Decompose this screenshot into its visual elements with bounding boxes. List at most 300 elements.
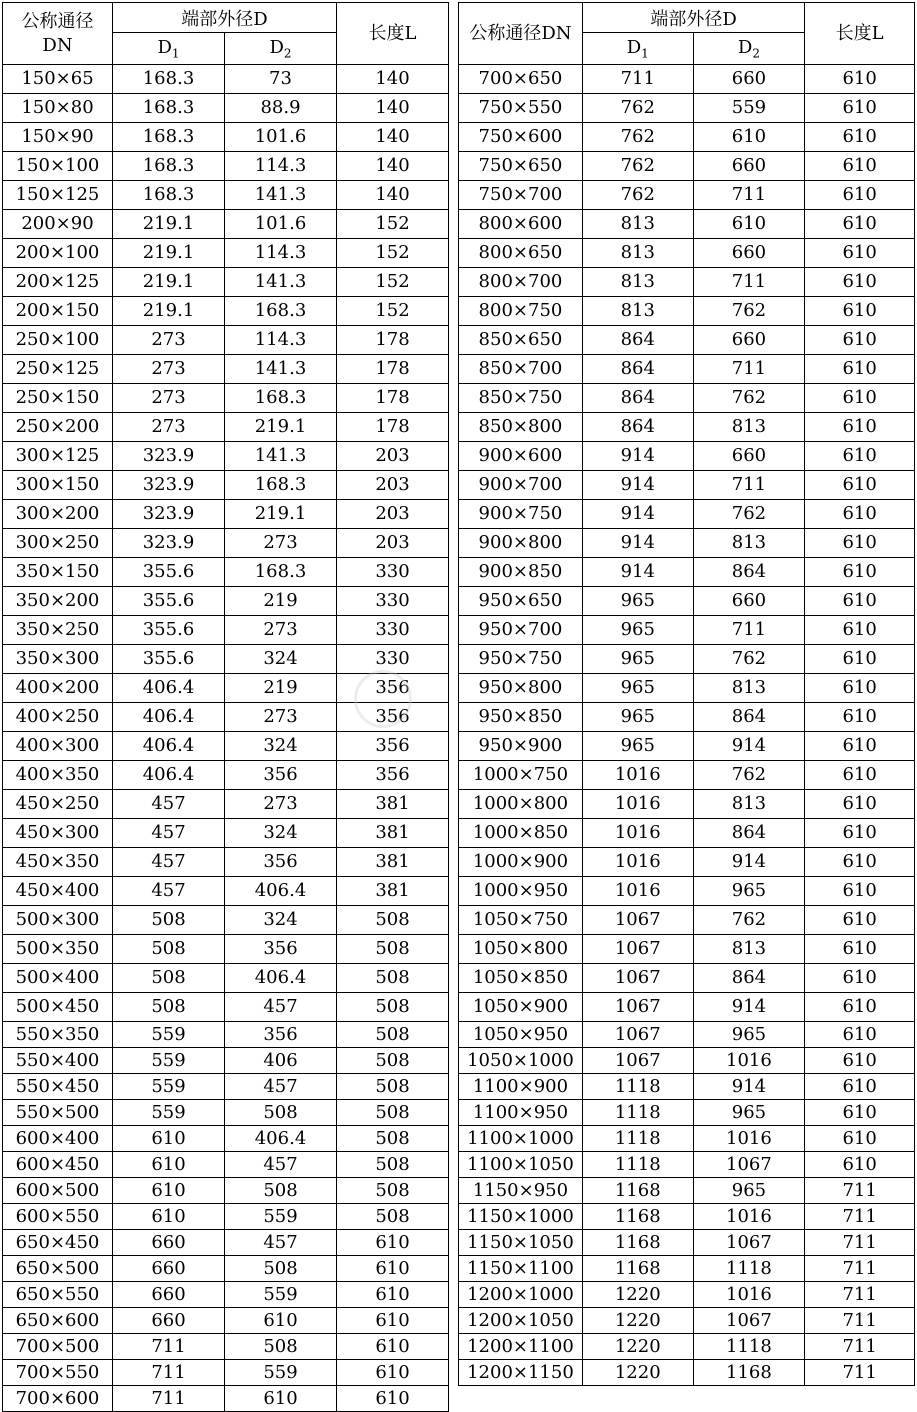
- cell-d1: 355.6: [113, 645, 225, 674]
- cell-d1: 813: [582, 268, 693, 297]
- cell-d1: 559: [113, 1022, 225, 1048]
- cell-d1: 813: [582, 210, 693, 239]
- cell-d2: 168.3: [225, 297, 337, 326]
- cell-length: 610: [805, 413, 915, 442]
- cell-length: 610: [805, 210, 915, 239]
- cell-d1: 762: [582, 181, 693, 210]
- table-row: [3, 906, 449, 935]
- cell-d1: 660: [113, 1308, 225, 1334]
- cell-length: 610: [805, 297, 915, 326]
- cell-d1: 1016: [582, 819, 693, 848]
- cell-length: 610: [805, 65, 915, 94]
- cell-d2: 324: [225, 906, 337, 935]
- cell-dn: 300×250: [3, 529, 113, 558]
- right-table-body: [459, 65, 915, 1386]
- header-d1-sub: 1: [171, 46, 180, 61]
- table-row: [3, 413, 449, 442]
- cell-dn: 500×300: [3, 906, 113, 935]
- cell-d2: 711: [693, 616, 805, 645]
- cell-length: 330: [337, 645, 449, 674]
- cell-dn: 150×90: [3, 123, 113, 152]
- cell-d2: 660: [693, 239, 805, 268]
- table-row: [459, 471, 915, 500]
- table-row: [3, 1048, 449, 1074]
- cell-d2: 273: [225, 529, 337, 558]
- cell-d2: 1067: [693, 1230, 805, 1256]
- cell-length: 610: [805, 152, 915, 181]
- cell-dn: 1150×1000: [459, 1204, 583, 1230]
- cell-dn: 950×750: [459, 645, 583, 674]
- cell-dn: 1050×750: [459, 906, 583, 935]
- cell-d1: 168.3: [113, 65, 225, 94]
- cell-length: 508: [337, 935, 449, 964]
- table-row: [3, 935, 449, 964]
- cell-dn: 1200×1100: [459, 1334, 583, 1360]
- cell-length: 610: [805, 558, 915, 587]
- cell-length: 711: [805, 1360, 915, 1386]
- cell-dn: 550×450: [3, 1074, 113, 1100]
- cell-dn: 850×650: [459, 326, 583, 355]
- table-row: [459, 413, 915, 442]
- header-nominal-dn: [3, 3, 113, 65]
- table-row: [459, 1334, 915, 1360]
- cell-dn: 1050×900: [459, 993, 583, 1022]
- cell-length: 178: [337, 413, 449, 442]
- cell-d1: 323.9: [113, 529, 225, 558]
- cell-length: 508: [337, 1178, 449, 1204]
- cell-length: 610: [337, 1308, 449, 1334]
- cell-d2: 914: [693, 848, 805, 877]
- cell-d2: 610: [693, 210, 805, 239]
- cell-d2: 762: [693, 500, 805, 529]
- table-row: [459, 442, 915, 471]
- table-row: [3, 442, 449, 471]
- cell-d2: 1067: [693, 1152, 805, 1178]
- cell-d1: 914: [582, 471, 693, 500]
- cell-d1: 1067: [582, 906, 693, 935]
- cell-dn: 850×750: [459, 384, 583, 413]
- table-row: [459, 703, 915, 732]
- cell-d2: 762: [693, 297, 805, 326]
- cell-d1: 660: [113, 1282, 225, 1308]
- cell-d2: 914: [693, 1074, 805, 1100]
- cell-dn: 1000×800: [459, 790, 583, 819]
- cell-d1: 610: [113, 1126, 225, 1152]
- cell-dn: 1150×1100: [459, 1256, 583, 1282]
- table-row: [459, 1126, 915, 1152]
- cell-length: 610: [805, 1022, 915, 1048]
- cell-d1: 914: [582, 500, 693, 529]
- cell-d1: 1016: [582, 790, 693, 819]
- cell-d2: 406.4: [225, 1126, 337, 1152]
- cell-length: 356: [337, 674, 449, 703]
- cell-d2: 273: [225, 790, 337, 819]
- cell-dn: 350×150: [3, 558, 113, 587]
- cell-d1: 965: [582, 703, 693, 732]
- cell-d2: 273: [225, 703, 337, 732]
- cell-d1: 711: [582, 65, 693, 94]
- cell-length: 152: [337, 268, 449, 297]
- cell-length: 711: [805, 1178, 915, 1204]
- cell-d1: 711: [113, 1360, 225, 1386]
- cell-d1: 406.4: [113, 674, 225, 703]
- cell-dn: 250×100: [3, 326, 113, 355]
- table-row: [3, 1230, 449, 1256]
- cell-dn: 1100×1000: [459, 1126, 583, 1152]
- cell-dn: 1000×950: [459, 877, 583, 906]
- cell-dn: 350×200: [3, 587, 113, 616]
- cell-length: 610: [805, 616, 915, 645]
- table-row: [459, 1230, 915, 1256]
- cell-d1: 965: [582, 645, 693, 674]
- cell-length: 381: [337, 819, 449, 848]
- table-row: [3, 1360, 449, 1386]
- cell-dn: 750×700: [459, 181, 583, 210]
- cell-d2: 762: [693, 906, 805, 935]
- cell-d1: 559: [113, 1074, 225, 1100]
- cell-length: 610: [805, 1074, 915, 1100]
- cell-dn: 450×400: [3, 877, 113, 906]
- table-row: [3, 1100, 449, 1126]
- cell-dn: 300×200: [3, 500, 113, 529]
- cell-length: 711: [805, 1256, 915, 1282]
- cell-d2: 168.3: [225, 384, 337, 413]
- cell-dn: 950×850: [459, 703, 583, 732]
- cell-length: 610: [805, 993, 915, 1022]
- cell-length: 508: [337, 1204, 449, 1230]
- table-row: [3, 239, 449, 268]
- cell-dn: 800×650: [459, 239, 583, 268]
- cell-length: 610: [805, 471, 915, 500]
- cell-d2: 660: [693, 326, 805, 355]
- cell-dn: 700×500: [3, 1334, 113, 1360]
- left-table-body: [3, 65, 449, 1412]
- cell-d2: 914: [693, 732, 805, 761]
- cell-d1: 406.4: [113, 732, 225, 761]
- header-d1-letter-right: D: [626, 36, 642, 58]
- cell-length: 610: [337, 1282, 449, 1308]
- cell-dn: 900×850: [459, 558, 583, 587]
- cell-d2: 356: [225, 761, 337, 790]
- cell-length: 610: [805, 645, 915, 674]
- cell-d1: 1067: [582, 935, 693, 964]
- cell-dn: 700×600: [3, 1386, 113, 1412]
- cell-dn: 200×125: [3, 268, 113, 297]
- table-row: [459, 1074, 915, 1100]
- cell-d2: 508: [225, 1178, 337, 1204]
- cell-dn: 950×650: [459, 587, 583, 616]
- cell-d2: 1168: [693, 1360, 805, 1386]
- cell-length: 330: [337, 616, 449, 645]
- cell-d1: 219.1: [113, 239, 225, 268]
- cell-d1: 508: [113, 906, 225, 935]
- table-row: [3, 1022, 449, 1048]
- cell-d2: 965: [693, 1022, 805, 1048]
- cell-d2: 559: [693, 94, 805, 123]
- header-d1-sub-right: 1: [641, 46, 649, 61]
- cell-d1: 1220: [582, 1334, 693, 1360]
- cell-d2: 324: [225, 732, 337, 761]
- cell-dn: 550×500: [3, 1100, 113, 1126]
- cell-d1: 1067: [582, 1048, 693, 1074]
- cell-length: 610: [805, 1100, 915, 1126]
- cell-dn: 950×900: [459, 732, 583, 761]
- cell-d2: 356: [225, 1022, 337, 1048]
- cell-d1: 323.9: [113, 471, 225, 500]
- header-d2: [225, 33, 337, 65]
- cell-d1: 914: [582, 442, 693, 471]
- table-row: [459, 732, 915, 761]
- cell-d2: 406.4: [225, 964, 337, 993]
- left-dimension-table: [2, 2, 449, 1412]
- cell-d2: 1016: [693, 1048, 805, 1074]
- cell-d2: 559: [225, 1204, 337, 1230]
- cell-d2: 1118: [693, 1334, 805, 1360]
- cell-d1: 711: [113, 1334, 225, 1360]
- cell-d1: 457: [113, 848, 225, 877]
- cell-dn: 850×800: [459, 413, 583, 442]
- cell-d2: 356: [225, 935, 337, 964]
- cell-d1: 762: [582, 152, 693, 181]
- table-row: [459, 1048, 915, 1074]
- cell-dn: 450×250: [3, 790, 113, 819]
- cell-length: 610: [805, 964, 915, 993]
- table-row: [3, 1386, 449, 1412]
- cell-d2: 864: [693, 964, 805, 993]
- cell-d2: 864: [693, 703, 805, 732]
- cell-length: 711: [805, 1308, 915, 1334]
- cell-dn: 300×150: [3, 471, 113, 500]
- table-row: [459, 645, 915, 674]
- cell-d1: 508: [113, 964, 225, 993]
- table-row: [3, 384, 449, 413]
- cell-d1: 355.6: [113, 616, 225, 645]
- right-dimension-table: [458, 2, 915, 1386]
- cell-d2: 114.3: [225, 239, 337, 268]
- table-row: [459, 790, 915, 819]
- table-row: [459, 674, 915, 703]
- table-row: [459, 1308, 915, 1334]
- cell-length: 381: [337, 790, 449, 819]
- cell-d2: 508: [225, 1334, 337, 1360]
- cell-length: 610: [337, 1334, 449, 1360]
- cell-d2: 1016: [693, 1282, 805, 1308]
- cell-d1: 1168: [582, 1178, 693, 1204]
- cell-d1: 1220: [582, 1308, 693, 1334]
- cell-dn: 250×200: [3, 413, 113, 442]
- cell-length: 610: [337, 1256, 449, 1282]
- cell-d2: 141.3: [225, 355, 337, 384]
- cell-d1: 168.3: [113, 152, 225, 181]
- cell-length: 711: [805, 1334, 915, 1360]
- cell-d1: 864: [582, 413, 693, 442]
- cell-dn: 1000×750: [459, 761, 583, 790]
- table-row: [3, 790, 449, 819]
- table-row: [3, 181, 449, 210]
- cell-length: 610: [805, 935, 915, 964]
- cell-d2: 864: [693, 819, 805, 848]
- cell-d2: 457: [225, 1074, 337, 1100]
- cell-dn: 1100×1050: [459, 1152, 583, 1178]
- cell-d1: 273: [113, 413, 225, 442]
- cell-d2: 1067: [693, 1308, 805, 1334]
- cell-length: 330: [337, 587, 449, 616]
- table-row: [3, 1204, 449, 1230]
- table-row: [459, 268, 915, 297]
- table-row: [459, 761, 915, 790]
- table-row: [459, 384, 915, 413]
- cell-d1: 508: [113, 993, 225, 1022]
- cell-dn: 600×550: [3, 1204, 113, 1230]
- cell-length: 356: [337, 703, 449, 732]
- cell-length: 508: [337, 1074, 449, 1100]
- cell-length: 610: [805, 268, 915, 297]
- table-row: [3, 471, 449, 500]
- cell-d2: 610: [693, 123, 805, 152]
- cell-dn: 200×90: [3, 210, 113, 239]
- table-row: [3, 152, 449, 181]
- table-row: [459, 500, 915, 529]
- cell-d1: 273: [113, 326, 225, 355]
- cell-d1: 660: [113, 1256, 225, 1282]
- table-row: [459, 529, 915, 558]
- cell-d2: 1016: [693, 1126, 805, 1152]
- cell-length: 140: [337, 181, 449, 210]
- table-row: [3, 674, 449, 703]
- cell-length: 140: [337, 94, 449, 123]
- table-row: [3, 268, 449, 297]
- cell-length: 610: [805, 94, 915, 123]
- cell-length: 610: [805, 1048, 915, 1074]
- cell-d1: 1118: [582, 1074, 693, 1100]
- cell-dn: 900×700: [459, 471, 583, 500]
- cell-d1: 457: [113, 877, 225, 906]
- cell-d2: 660: [693, 152, 805, 181]
- cell-d2: 711: [693, 471, 805, 500]
- cell-dn: 1050×800: [459, 935, 583, 964]
- cell-dn: 750×600: [459, 123, 583, 152]
- table-row: [3, 761, 449, 790]
- cell-length: 381: [337, 877, 449, 906]
- table-row: [3, 210, 449, 239]
- cell-dn: 1000×850: [459, 819, 583, 848]
- table-row: [459, 1100, 915, 1126]
- table-row: [459, 848, 915, 877]
- cell-d2: 457: [225, 1230, 337, 1256]
- table-row: [3, 65, 449, 94]
- table-row: [459, 616, 915, 645]
- cell-length: 610: [805, 442, 915, 471]
- cell-dn: 650×600: [3, 1308, 113, 1334]
- cell-d1: 406.4: [113, 761, 225, 790]
- cell-d1: 1067: [582, 1022, 693, 1048]
- cell-d1: 610: [113, 1204, 225, 1230]
- table-row: [3, 1282, 449, 1308]
- table-row: [3, 616, 449, 645]
- cell-dn: 450×350: [3, 848, 113, 877]
- table-row: [3, 848, 449, 877]
- cell-d1: 323.9: [113, 442, 225, 471]
- cell-d1: 610: [113, 1152, 225, 1178]
- table-row: [459, 906, 915, 935]
- table-row: [459, 1178, 915, 1204]
- cell-dn: 250×125: [3, 355, 113, 384]
- table-row: [459, 877, 915, 906]
- table-row: [3, 819, 449, 848]
- cell-dn: 600×400: [3, 1126, 113, 1152]
- table-row: [459, 152, 915, 181]
- cell-d2: 559: [225, 1282, 337, 1308]
- cell-length: 610: [805, 674, 915, 703]
- cell-dn: 750×550: [459, 94, 583, 123]
- table-row: [459, 935, 915, 964]
- cell-d1: 813: [582, 297, 693, 326]
- cell-dn: 400×250: [3, 703, 113, 732]
- table-row: [3, 1334, 449, 1360]
- cell-length: 610: [805, 326, 915, 355]
- cell-length: 140: [337, 123, 449, 152]
- cell-d1: 508: [113, 935, 225, 964]
- cell-dn: 1200×1050: [459, 1308, 583, 1334]
- cell-length: 203: [337, 529, 449, 558]
- cell-d2: 141.3: [225, 181, 337, 210]
- cell-dn: 550×400: [3, 1048, 113, 1074]
- cell-d2: 406.4: [225, 877, 337, 906]
- cell-dn: 1050×1000: [459, 1048, 583, 1074]
- cell-d1: 813: [582, 239, 693, 268]
- cell-d2: 219.1: [225, 413, 337, 442]
- cell-dn: 1150×950: [459, 1178, 583, 1204]
- table-row: [459, 326, 915, 355]
- header-d1-right: [582, 33, 693, 65]
- cell-dn: 600×500: [3, 1178, 113, 1204]
- cell-length: 610: [805, 239, 915, 268]
- cell-d1: 1067: [582, 993, 693, 1022]
- cell-dn: 1200×1150: [459, 1360, 583, 1386]
- table-row: [3, 993, 449, 1022]
- cell-d1: 660: [113, 1230, 225, 1256]
- cell-dn: 750×650: [459, 152, 583, 181]
- cell-d1: 1016: [582, 848, 693, 877]
- table-row: [3, 529, 449, 558]
- header-d2-letter-right: D: [737, 36, 753, 58]
- cell-d1: 457: [113, 819, 225, 848]
- cell-dn: 150×125: [3, 181, 113, 210]
- cell-d2: 559: [225, 1360, 337, 1386]
- cell-d2: 101.6: [225, 123, 337, 152]
- cell-d2: 660: [693, 442, 805, 471]
- cell-dn: 950×700: [459, 616, 583, 645]
- cell-d1: 1168: [582, 1204, 693, 1230]
- cell-d2: 141.3: [225, 268, 337, 297]
- table-row: [459, 1256, 915, 1282]
- table-row: [3, 500, 449, 529]
- cell-d1: 168.3: [113, 123, 225, 152]
- cell-length: 610: [805, 732, 915, 761]
- cell-dn: 500×350: [3, 935, 113, 964]
- cell-d1: 1168: [582, 1230, 693, 1256]
- cell-d2: 1016: [693, 1204, 805, 1230]
- table-row: [3, 1074, 449, 1100]
- table-row: [459, 1204, 915, 1230]
- cell-d1: 559: [113, 1100, 225, 1126]
- cell-length: 610: [805, 877, 915, 906]
- cell-d2: 610: [225, 1386, 337, 1412]
- cell-dn: 650×550: [3, 1282, 113, 1308]
- cell-d2: 219.1: [225, 500, 337, 529]
- cell-length: 203: [337, 500, 449, 529]
- cell-d2: 711: [693, 181, 805, 210]
